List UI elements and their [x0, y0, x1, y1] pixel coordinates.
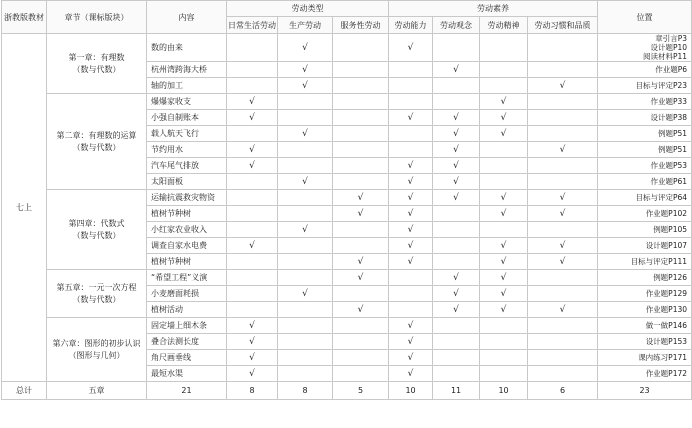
position-cell: [598, 350, 692, 366]
total-value: 6: [528, 382, 598, 400]
empty-cell: [227, 78, 278, 94]
empty-cell: [480, 142, 528, 158]
empty-cell: [480, 366, 528, 382]
empty-cell: [333, 158, 389, 174]
empty-cell: [278, 94, 333, 110]
empty-cell: [528, 318, 598, 334]
empty-cell: [480, 174, 528, 190]
total-value: 8: [227, 382, 278, 400]
empty-cell: [433, 238, 480, 254]
chapter-subtitle: （数与代数）: [72, 230, 121, 240]
empty-cell: [227, 34, 278, 62]
check-mark: √: [389, 34, 433, 62]
position-line: 设计题P153: [645, 337, 688, 346]
empty-cell: [528, 334, 598, 350]
check-mark: √: [278, 62, 333, 78]
check-mark: √: [433, 286, 480, 302]
empty-cell: [278, 110, 333, 126]
check-mark: √: [480, 238, 528, 254]
empty-cell: [433, 366, 480, 382]
empty-cell: [389, 94, 433, 110]
total-position: 23: [598, 382, 692, 400]
check-mark: √: [433, 110, 480, 126]
content-cell: 最短水渠: [147, 366, 227, 382]
total-label: 总计: [2, 382, 47, 400]
position-line: 目标与评定P23: [635, 81, 688, 90]
empty-cell: [278, 334, 333, 350]
position-cell: [598, 34, 692, 62]
check-mark: √: [227, 350, 278, 366]
position-cell: [598, 302, 692, 318]
content-cell: 爆爆家收支: [147, 94, 227, 110]
check-mark: √: [480, 94, 528, 110]
check-mark: √: [433, 158, 480, 174]
header-textbook: 浙教版教材: [2, 1, 47, 34]
empty-cell: [227, 190, 278, 206]
position-cell: [598, 286, 692, 302]
check-mark: √: [333, 302, 389, 318]
content-cell: 调查自家水电费: [147, 238, 227, 254]
empty-cell: [278, 254, 333, 270]
empty-cell: [528, 94, 598, 110]
check-mark: √: [480, 110, 528, 126]
empty-cell: [278, 238, 333, 254]
check-mark: √: [389, 334, 433, 350]
check-mark: √: [528, 302, 598, 318]
empty-cell: [528, 222, 598, 238]
position-cell: [598, 270, 692, 286]
empty-cell: [528, 126, 598, 142]
total-content: 21: [147, 382, 227, 400]
empty-cell: [480, 62, 528, 78]
check-mark: √: [480, 270, 528, 286]
empty-cell: [333, 34, 389, 62]
table-body: [2, 34, 692, 400]
position-line: 目标与评定P111: [630, 257, 688, 266]
check-mark: √: [278, 126, 333, 142]
empty-cell: [433, 78, 480, 94]
empty-cell: [528, 110, 598, 126]
empty-cell: [433, 94, 480, 110]
position-cell: [598, 190, 692, 206]
content-cell: 叠合法测长度: [147, 334, 227, 350]
content-cell: 太阳面板: [147, 174, 227, 190]
content-cell: 轴的加工: [147, 78, 227, 94]
check-mark: √: [389, 110, 433, 126]
content-cell: 小强自制账本: [147, 110, 227, 126]
empty-cell: [528, 158, 598, 174]
check-mark: √: [389, 222, 433, 238]
check-mark: √: [278, 34, 333, 62]
chapter-cell: [47, 190, 147, 270]
empty-cell: [333, 286, 389, 302]
table-row: [2, 34, 692, 62]
chapter-title: 第四章：代数式: [68, 218, 125, 228]
empty-cell: [389, 286, 433, 302]
position-line: 设计题P107: [645, 241, 688, 250]
empty-cell: [528, 62, 598, 78]
check-mark: √: [278, 78, 333, 94]
check-mark: √: [433, 126, 480, 142]
content-cell: 角尺画垂线: [147, 350, 227, 366]
position-line: 设计题P10: [650, 43, 688, 52]
empty-cell: [389, 78, 433, 94]
check-mark: √: [528, 254, 598, 270]
position-line: 作业题P102: [645, 209, 688, 218]
check-mark: √: [278, 174, 333, 190]
curriculum-table: [1, 0, 692, 400]
position-line: 阅读材料P11: [642, 52, 688, 61]
check-mark: √: [389, 350, 433, 366]
chapter-cell: [47, 270, 147, 318]
check-mark: √: [333, 254, 389, 270]
check-mark: √: [480, 190, 528, 206]
position-line: 设计题P38: [650, 113, 688, 122]
check-mark: √: [389, 366, 433, 382]
empty-cell: [333, 126, 389, 142]
check-mark: √: [389, 190, 433, 206]
empty-cell: [389, 270, 433, 286]
position-line: 作业题P129: [645, 289, 688, 298]
check-mark: √: [227, 238, 278, 254]
check-mark: √: [389, 174, 433, 190]
check-mark: √: [278, 286, 333, 302]
header-labor-literacy: 劳动素养: [389, 1, 598, 17]
chapter-cell: [47, 34, 147, 94]
position-cell: [598, 62, 692, 78]
empty-cell: [278, 270, 333, 286]
empty-cell: [333, 334, 389, 350]
content-cell: 运输抗震救灾物资: [147, 190, 227, 206]
check-mark: √: [433, 302, 480, 318]
empty-cell: [480, 34, 528, 62]
position-cell: [598, 94, 692, 110]
total-value: 10: [389, 382, 433, 400]
empty-cell: [389, 126, 433, 142]
empty-cell: [480, 334, 528, 350]
check-mark: √: [227, 366, 278, 382]
position-line: 例题P51: [657, 129, 688, 138]
content-cell: 植树节种树: [147, 206, 227, 222]
header-labor-spirit: 劳动精神: [480, 17, 528, 34]
empty-cell: [433, 254, 480, 270]
position-line: 例题P126: [653, 273, 688, 282]
empty-cell: [480, 350, 528, 366]
content-cell: “希望工程”义演: [147, 270, 227, 286]
total-value: 11: [433, 382, 480, 400]
content-cell: 小红家农业收入: [147, 222, 227, 238]
content-cell: 载人航天飞行: [147, 126, 227, 142]
position-cell: [598, 158, 692, 174]
check-mark: √: [528, 238, 598, 254]
empty-cell: [278, 318, 333, 334]
chapter-title: 第六章：图形的初步认识: [52, 338, 141, 348]
empty-cell: [333, 366, 389, 382]
chapter-subtitle: （图形与几何）: [68, 350, 125, 360]
empty-cell: [278, 206, 333, 222]
check-mark: √: [480, 126, 528, 142]
empty-cell: [333, 318, 389, 334]
chapter-title: 第一章：有理数: [68, 52, 125, 62]
check-mark: √: [227, 94, 278, 110]
content-cell: 固定墙上细木条: [147, 318, 227, 334]
empty-cell: [480, 318, 528, 334]
grade-cell: 七上: [2, 34, 47, 382]
content-cell: 数的由来: [147, 34, 227, 62]
chapter-cell: [47, 318, 147, 382]
content-cell: 节约用水: [147, 142, 227, 158]
header-chapter: 章节（课标版块）: [47, 1, 147, 34]
empty-cell: [333, 62, 389, 78]
total-value: 10: [480, 382, 528, 400]
table-row: [2, 190, 692, 206]
empty-cell: [227, 286, 278, 302]
check-mark: √: [433, 174, 480, 190]
position-line: 作业题P33: [650, 97, 688, 106]
check-mark: √: [389, 158, 433, 174]
position-line: 例题P105: [653, 225, 688, 234]
empty-cell: [333, 350, 389, 366]
position-line: 例题P51: [657, 145, 688, 154]
empty-cell: [227, 222, 278, 238]
empty-cell: [227, 126, 278, 142]
total-row: [2, 382, 692, 400]
empty-cell: [433, 206, 480, 222]
table-row: [2, 94, 692, 110]
empty-cell: [227, 62, 278, 78]
empty-cell: [227, 254, 278, 270]
header-labor-type: 劳动类型: [227, 1, 389, 17]
header-production-labor: 生产劳动: [278, 17, 333, 34]
empty-cell: [528, 350, 598, 366]
empty-cell: [333, 238, 389, 254]
empty-cell: [227, 270, 278, 286]
empty-cell: [480, 222, 528, 238]
empty-cell: [528, 286, 598, 302]
empty-cell: [278, 350, 333, 366]
empty-cell: [480, 78, 528, 94]
empty-cell: [528, 34, 598, 62]
check-mark: √: [389, 254, 433, 270]
empty-cell: [389, 62, 433, 78]
position-line: 作业题P6: [655, 65, 688, 74]
check-mark: √: [433, 62, 480, 78]
check-mark: √: [528, 206, 598, 222]
position-line: 作业题P53: [650, 161, 688, 170]
empty-cell: [278, 158, 333, 174]
check-mark: √: [333, 190, 389, 206]
empty-cell: [389, 142, 433, 158]
check-mark: √: [433, 270, 480, 286]
empty-cell: [333, 78, 389, 94]
total-chapters: 五章: [47, 382, 147, 400]
header-position: 位置: [598, 1, 692, 34]
empty-cell: [278, 142, 333, 158]
empty-cell: [227, 206, 278, 222]
check-mark: √: [389, 206, 433, 222]
empty-cell: [528, 174, 598, 190]
content-cell: 植树节种树: [147, 254, 227, 270]
position-cell: [598, 174, 692, 190]
empty-cell: [333, 94, 389, 110]
empty-cell: [433, 318, 480, 334]
position-line: 作业题P61: [650, 177, 688, 186]
position-line: 目标与评定P64: [635, 193, 688, 202]
header-content: 内容: [147, 1, 227, 34]
position-cell: [598, 334, 692, 350]
empty-cell: [227, 174, 278, 190]
check-mark: √: [227, 318, 278, 334]
chapter-subtitle: （数与代数）: [72, 64, 121, 74]
header-labor-concept: 劳动观念: [433, 17, 480, 34]
empty-cell: [278, 366, 333, 382]
check-mark: √: [333, 270, 389, 286]
position-cell: [598, 126, 692, 142]
position-cell: [598, 78, 692, 94]
position-cell: [598, 318, 692, 334]
check-mark: √: [227, 334, 278, 350]
chapter-subtitle: （数与代数）: [72, 142, 121, 152]
position-cell: [598, 142, 692, 158]
check-mark: √: [433, 190, 480, 206]
check-mark: √: [278, 222, 333, 238]
empty-cell: [389, 302, 433, 318]
header-labor-habits: 劳动习惯和品质: [528, 17, 598, 34]
position-cell: [598, 254, 692, 270]
position-cell: [598, 206, 692, 222]
chapter-subtitle: （数与代数）: [72, 294, 121, 304]
check-mark: √: [528, 78, 598, 94]
header-service-labor: 服务性劳动: [333, 17, 389, 34]
empty-cell: [278, 302, 333, 318]
header-daily-labor: 日常生活劳动: [227, 17, 278, 34]
position-cell: [598, 366, 692, 382]
header-labor-ability: 劳动能力: [389, 17, 433, 34]
content-cell: 汽车尾气排放: [147, 158, 227, 174]
empty-cell: [333, 222, 389, 238]
empty-cell: [227, 302, 278, 318]
table-row: [2, 270, 692, 286]
position-cell: [598, 110, 692, 126]
empty-cell: [333, 174, 389, 190]
check-mark: √: [480, 254, 528, 270]
total-value: 8: [278, 382, 333, 400]
empty-cell: [433, 334, 480, 350]
check-mark: √: [528, 190, 598, 206]
check-mark: √: [227, 110, 278, 126]
empty-cell: [333, 110, 389, 126]
total-value: 5: [333, 382, 389, 400]
empty-cell: [333, 142, 389, 158]
check-mark: √: [227, 158, 278, 174]
position-line: 作业题P172: [645, 369, 688, 378]
chapter-title: 第二章：有理数的运算: [56, 130, 137, 140]
chapter-cell: [47, 94, 147, 190]
check-mark: √: [480, 206, 528, 222]
position-line: 做一做P146: [645, 321, 688, 330]
empty-cell: [528, 366, 598, 382]
check-mark: √: [433, 142, 480, 158]
empty-cell: [433, 222, 480, 238]
position-line: 作业题P130: [645, 305, 688, 314]
content-cell: 小麦磨面耗损: [147, 286, 227, 302]
position-line: 章引言P3: [655, 34, 688, 43]
empty-cell: [480, 158, 528, 174]
empty-cell: [433, 34, 480, 62]
check-mark: √: [480, 286, 528, 302]
empty-cell: [528, 270, 598, 286]
check-mark: √: [389, 318, 433, 334]
empty-cell: [278, 190, 333, 206]
position-cell: [598, 222, 692, 238]
content-cell: 植树活动: [147, 302, 227, 318]
table-row: [2, 318, 692, 334]
chapter-title: 第五章：一元一次方程: [56, 282, 137, 292]
check-mark: √: [480, 302, 528, 318]
content-cell: 杭州湾跨海大桥: [147, 62, 227, 78]
check-mark: √: [333, 206, 389, 222]
check-mark: √: [227, 142, 278, 158]
position-cell: [598, 238, 692, 254]
check-mark: √: [389, 238, 433, 254]
empty-cell: [433, 350, 480, 366]
position-line: 课内练习P171: [638, 353, 688, 362]
check-mark: √: [528, 142, 598, 158]
